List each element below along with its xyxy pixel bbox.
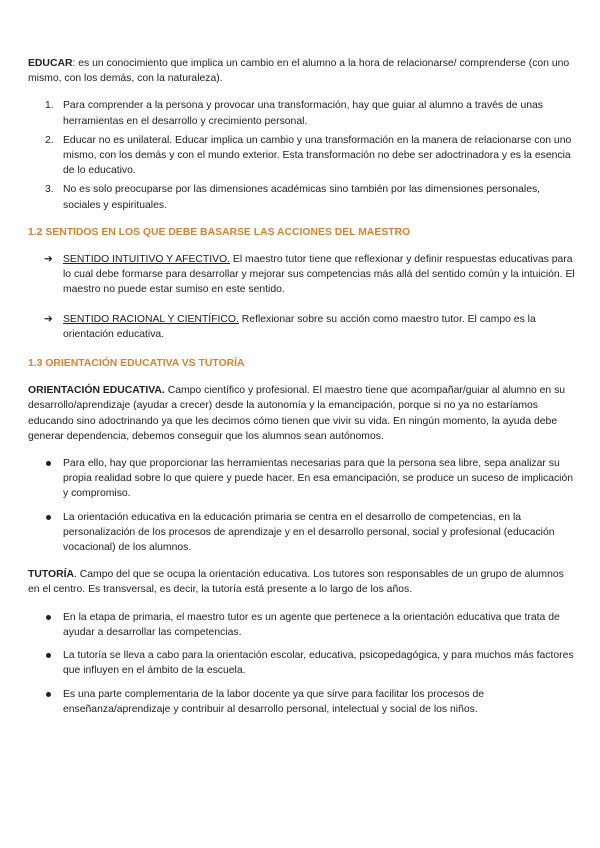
list-item-text: No es solo preocuparse por las dimensiones académicas sino también por las dimensiones personales, sociales y espirituales. bbox=[63, 184, 541, 211]
bullet-text: La tutoría se lleva a cabo para la orientación escolar, educativa, psicopedagógica, y para muchos más factores que influyen en el ámbito de la escuela. bbox=[63, 650, 574, 677]
list-item bbox=[28, 98, 576, 128]
bullet-item bbox=[28, 687, 576, 717]
bullet-icon bbox=[46, 692, 51, 697]
bullet-text: La orientación educativa en la educación primaria se centra en el desarrollo de competencias, en la personalización de los procesos de aprendizaje y en el desarrollo personal, social y profesional (educación vocacional) de los alumnos. bbox=[63, 511, 555, 554]
list-number: 2. bbox=[45, 134, 54, 146]
numbered-list bbox=[28, 98, 576, 212]
arrow-list bbox=[28, 252, 576, 342]
list-item-text: Para comprender a la persona y provocar una transformación, hay que guiar al alumno a través de unas herramientas en el desarrollo y crecimiento personal. bbox=[63, 100, 543, 127]
section-heading-1-2: 1.2 SENTIDOS EN LOS QUE DEBE BASARSE LAS ACCIONES DEL MAESTRO bbox=[28, 226, 411, 238]
bullet-item bbox=[28, 510, 576, 556]
bullet-icon bbox=[46, 515, 51, 520]
intro-text: : es un conocimiento que implica un cambio en el alumno a la hora de relacionarse/ comprenderse (con uno mismo, con los demás, con la naturaleza). bbox=[28, 58, 570, 85]
intro-paragraph bbox=[28, 56, 576, 86]
tutoria-text: . Campo del que se ocupa la orientación educativa. Los tutores son responsables de un grupo de alumnos en el centro. Es transversal, es decir, la tutoría está presente a lo largo de los años. bbox=[28, 569, 564, 596]
tutoria-bullets bbox=[28, 610, 576, 717]
item-text: Reflexionar sobre su acción como maestro tutor. El campo es la orientación educativa. bbox=[63, 313, 536, 340]
item-label: SENTIDO RACIONAL Y CIENTÍFICO. bbox=[63, 313, 239, 325]
list-item-text: Educar no es unilateral. Educar implica un cambio y una transformación en la manera de relacionarse con uno mismo, con los demás y con el mundo exterior. Esta transformación no debe ser adoctrinadora y es la esencia de lo educativo. bbox=[63, 134, 572, 177]
intro-term: EDUCAR bbox=[28, 58, 73, 69]
item-text: El maestro tutor tiene que reflexionar y definir respuestas educativas para lo cual debe formarse para desarrollar y mejorar sus competencias más allá del sentido común y la intuición. El maestro no puede estar sumiso en este sentido. bbox=[63, 254, 575, 296]
arrow-right-icon: ➔ bbox=[44, 313, 53, 325]
bullet-item bbox=[28, 456, 576, 502]
orientacion-bullets bbox=[28, 456, 576, 555]
bullet-icon bbox=[46, 461, 51, 466]
bullet-item bbox=[28, 648, 576, 678]
document-page bbox=[28, 56, 576, 725]
list-number: 1. bbox=[45, 100, 54, 112]
tutoria-paragraph bbox=[28, 567, 576, 597]
arrow-right-icon: ➔ bbox=[44, 254, 53, 266]
bullet-icon bbox=[46, 615, 51, 620]
list-item bbox=[28, 133, 576, 179]
arrow-list-item bbox=[28, 252, 576, 298]
orientacion-text: Campo científico y profesional. El maestro tiene que acompañar/guiar al alumno en su desarrollo/aprendizaje (ayudar a crecer) desde la autonomía y la emancipación, porque si no ya no estaríamos educando sino adoctrinando ya que les decimos cómo tienen que vivir su vida. En ningún momento, la ayuda debe generar dependencia, debemos conseguir que los alumnos sean autónomos. bbox=[28, 385, 566, 442]
list-item bbox=[28, 182, 576, 212]
bullet-text: En la etapa de primaria, el maestro tutor es un agente que pertenece a la orientación educativa que trata de ayudar a desarrollar las competencias. bbox=[63, 611, 560, 638]
arrow-list-item bbox=[28, 312, 576, 342]
bullet-text: Es una parte complementaria de la labor docente ya que sirve para facilitar los procesos de enseñanza/aprendizaje y contribuir al desarrollo personal, intelectual y social de los niños. bbox=[63, 688, 485, 715]
bullet-icon bbox=[46, 653, 51, 658]
section-heading-1-3: 1.3 ORIENTACIÓN EDUCATIVA VS TUTORÍA bbox=[28, 358, 245, 370]
tutoria-term: TUTORÍA bbox=[28, 569, 74, 581]
orientacion-term: ORIENTACIÓN EDUCATIVA. bbox=[28, 385, 165, 397]
orientacion-paragraph bbox=[28, 383, 576, 444]
bullet-item bbox=[28, 610, 576, 640]
item-label: SENTIDO INTUITIVO Y AFECTIVO. bbox=[63, 254, 231, 266]
list-number: 3. bbox=[45, 184, 54, 196]
bullet-text: Para ello, hay que proporcionar las herramientas necesarias para que la persona sea libre, sepa analizar su propia realidad sobre lo que quiere y puede hacer. En esa emancipación, se produce un suceso de implicación y compromiso. bbox=[63, 458, 574, 500]
